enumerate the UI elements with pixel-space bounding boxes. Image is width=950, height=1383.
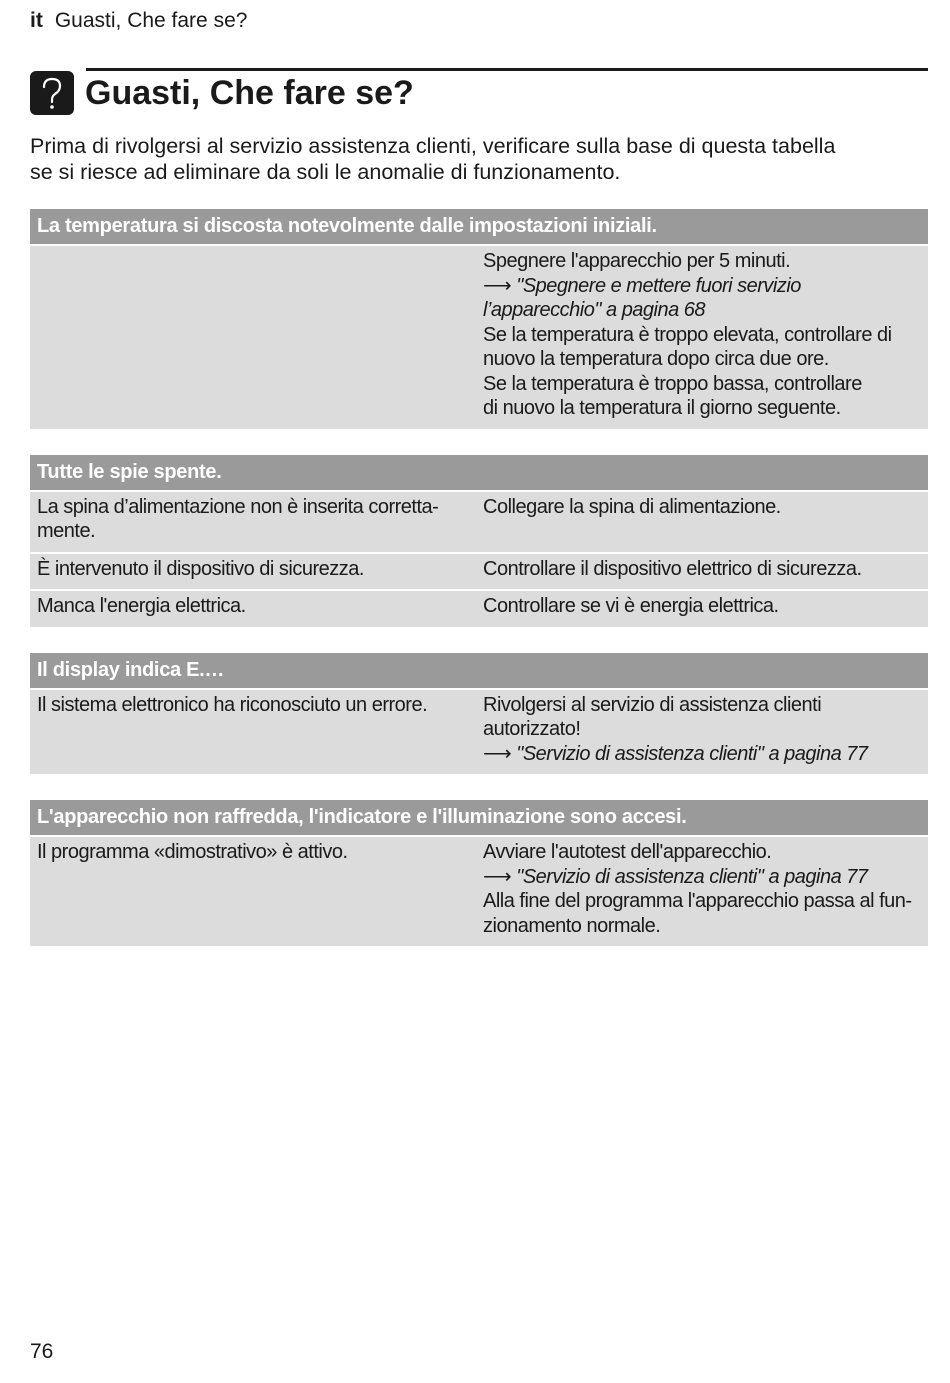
section-title-block [30,68,928,116]
cross-reference-text: "Spegnere e mettere fuori servizio [516,274,801,297]
remedy-line [483,323,921,348]
trouble-table-row [30,589,928,627]
trouble-table-row [30,244,928,429]
remedy-line [483,840,921,865]
cause-line [37,495,469,520]
cause-line [37,557,469,582]
remedy-line [483,298,921,323]
cross-reference-arrow-icon: ⟶ [483,742,512,765]
cause-text: mente. [37,520,96,542]
cause-text: È intervenuto il dispositivo di sicurezza. [37,557,364,580]
remedy-text: Avviare l'autotest dell'apparecchio. [483,841,772,863]
cross-reference-text: "Servizio di assistenza clienti" a pagina 77 [516,742,868,765]
cause-cell [30,837,476,946]
cause-line [37,840,469,865]
cross-reference-arrow-icon: ⟶ [483,274,512,297]
intro-line: se si riesce ad eliminare da soli le anomalie di funzionamento. [30,160,621,184]
cause-line [37,693,469,718]
running-header [30,8,247,34]
running-header-title: Guasti, Che fare se? [54,9,248,32]
cause-cell [30,492,476,552]
cause-cell [30,690,476,775]
cause-cell [30,591,476,627]
remedy-line [483,347,921,372]
remedy-line [483,274,921,299]
remedy-cell [476,591,928,627]
language-code: it [30,9,43,32]
troubleshooting-tables [30,209,928,972]
cause-text: Il sistema elettronico ha riconosciuto un errore. [37,693,428,716]
remedy-text: Se la temperatura è troppo elevata, controllare di [483,323,892,346]
remedy-text: Spegnere l'apparecchio per 5 minuti. [483,250,791,272]
remedy-cell [476,246,928,429]
remedy-line [483,396,921,421]
cross-reference-text: "Servizio di assistenza clienti" a pagina 77 [516,865,868,888]
remedy-text: Controllare il dispositivo elettrico di sicurezza. [483,557,862,580]
page-number: 76 [30,1340,54,1363]
cause-line [37,594,469,619]
intro-line: Prima di rivolgersi al servizio assistenza clienti, verificare sulla base di questa tabella [30,134,836,158]
remedy-text: nuovo la temperatura dopo circa due ore. [483,348,829,370]
remedy-line [483,495,921,520]
trouble-table-row [30,490,928,552]
remedy-text: Se la temperatura è troppo bassa, controllare [483,372,862,395]
remedy-line [483,557,921,582]
trouble-table-row [30,688,928,775]
trouble-table [30,209,928,429]
remedy-line [483,889,921,914]
cause-text: La spina d’alimentazione non è inserita corretta- [37,495,439,518]
page-title: Guasti, Che fare se? [85,74,414,112]
remedy-line [483,249,921,274]
trouble-table-row [30,552,928,590]
cross-reference-text: l’apparecchio" a pagina 68 [483,299,706,321]
trouble-table [30,800,928,946]
cause-cell [30,246,476,429]
cross-reference-arrow-icon: ⟶ [483,865,512,888]
question-mark-icon [30,71,74,115]
cause-cell [30,554,476,590]
trouble-table-heading: La temperatura si discosta notevolmente dalle impostazioni iniziali. [30,209,928,244]
trouble-table-row [30,835,928,946]
cause-line [37,519,469,544]
remedy-cell [476,554,928,590]
trouble-table [30,653,928,775]
remedy-text: zionamento normale. [483,914,661,937]
trouble-table-heading: Il display indica E.… [30,653,928,688]
cause-text: Il programma «dimostrativo» è attivo. [37,841,348,863]
remedy-cell [476,837,928,946]
remedy-text: Collegare la spina di alimentazione. [483,495,781,518]
remedy-text: Rivolgersi al servizio di assistenza clienti autorizzato! [483,693,822,740]
title-rule [86,68,928,71]
remedy-line [483,372,921,397]
remedy-text: Controllare se vi è energia elettrica. [483,595,779,617]
remedy-line [483,914,921,939]
remedy-cell [476,690,928,775]
remedy-text: Alla fine del programma l'apparecchio passa al fun- [483,890,912,912]
remedy-line [483,693,921,742]
remedy-line [483,594,921,619]
trouble-table-heading: L'apparecchio non raffredda, l'indicatore e l'illuminazione sono accesi. [30,800,928,835]
trouble-table-heading: Tutte le spie spente. [30,455,928,490]
remedy-cell [476,492,928,552]
remedy-line [483,865,921,890]
intro-paragraph [30,133,930,185]
cause-text: Manca l'energia elettrica. [37,595,246,617]
remedy-text: di nuovo la temperatura il giorno seguente. [483,397,841,419]
trouble-table [30,455,928,627]
remedy-line [483,742,921,767]
